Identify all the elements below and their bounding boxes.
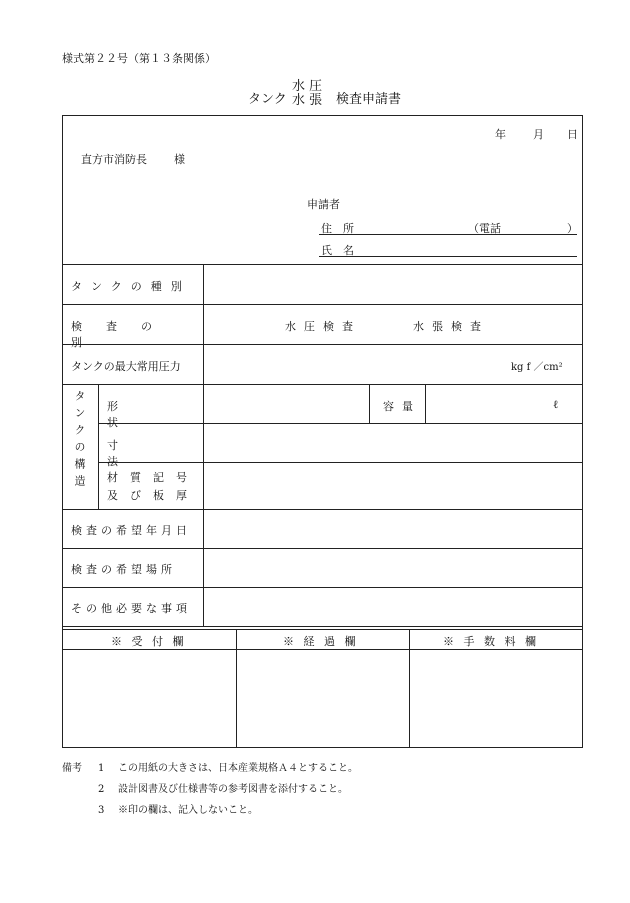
footer-divider-1: [236, 629, 237, 747]
title-suffix: 検査申請書: [336, 92, 402, 107]
applicant-label: 申請者: [307, 198, 340, 211]
label-column-divider: [203, 264, 204, 626]
address-label: 住 所: [321, 222, 354, 235]
max-pressure-label: タンクの最大常用圧力: [71, 360, 181, 373]
phone-close: ）: [567, 222, 578, 235]
structure-group-label: タンクの構造: [73, 390, 86, 492]
material-label-line1: 材質記号: [107, 471, 199, 484]
material-label-line2: 及び板厚: [107, 489, 199, 502]
capacity-label: 容量: [383, 400, 421, 413]
desired-place-label: 検査の希望場所: [71, 563, 176, 576]
row-divider: [63, 509, 582, 510]
row-divider: [63, 649, 582, 650]
application-form: [62, 115, 583, 748]
addressee-honorific: 様: [174, 153, 185, 166]
shape-label: 形状: [107, 400, 178, 429]
name-label: 氏 名: [321, 244, 354, 257]
desired-date-label: 検査の希望年月日: [71, 524, 191, 537]
phone-label: （電話: [468, 222, 501, 235]
address-underline: [319, 234, 577, 235]
name-underline: [319, 256, 577, 257]
row-divider-double: [63, 629, 582, 630]
fee-column-header: ※ 手 数 料 欄: [443, 635, 539, 648]
other-matters-label: その他必要な事項: [71, 602, 191, 615]
row-divider: [63, 264, 582, 265]
capacity-divider-left: [369, 384, 370, 423]
title-lower: 水 張: [292, 93, 323, 108]
notes-heading: 備考: [62, 763, 82, 774]
inspection-type-label: 検査の別: [71, 320, 176, 349]
note-item: 備考 1 この用紙の大きさは、日本産業規格Ａ４とすること。: [62, 758, 358, 779]
reception-column-header: ※ 受 付 欄: [111, 635, 187, 648]
notes: [62, 758, 358, 821]
structure-group-divider: [98, 384, 99, 509]
pressure-unit: kg f ／cm²: [511, 362, 563, 373]
form-number: 様式第２２号（第１３条関係）: [62, 52, 216, 65]
water-fill-option[interactable]: 水張検査: [413, 320, 489, 333]
capacity-unit: ℓ: [553, 398, 559, 411]
date-month-label: 月: [533, 128, 544, 141]
dimension-label: 寸法: [107, 439, 178, 468]
water-pressure-option[interactable]: 水圧検査: [285, 320, 361, 333]
row-divider: [63, 304, 582, 305]
tank-type-label: タンクの種別: [71, 280, 191, 293]
date-day-label: 日: [567, 128, 578, 141]
title-upper: 水 圧: [292, 79, 323, 94]
row-divider: [63, 548, 582, 549]
title-prefix: タンク: [248, 92, 287, 107]
document-title: [0, 80, 630, 114]
addressee: 直方市消防長: [81, 153, 147, 166]
note-item: 2 設計図書及び仕様書等の参考図書を添付すること。: [98, 784, 348, 795]
date-year-label: 年: [495, 128, 506, 141]
capacity-divider-right: [425, 384, 426, 423]
row-divider: [63, 626, 582, 627]
note-item: 3 ※印の欄は、記入しないこと。: [98, 805, 258, 816]
row-divider: [63, 587, 582, 588]
row-divider: [63, 384, 582, 385]
progress-column-header: ※ 経 過 欄: [283, 635, 359, 648]
footer-divider-2: [409, 629, 410, 747]
